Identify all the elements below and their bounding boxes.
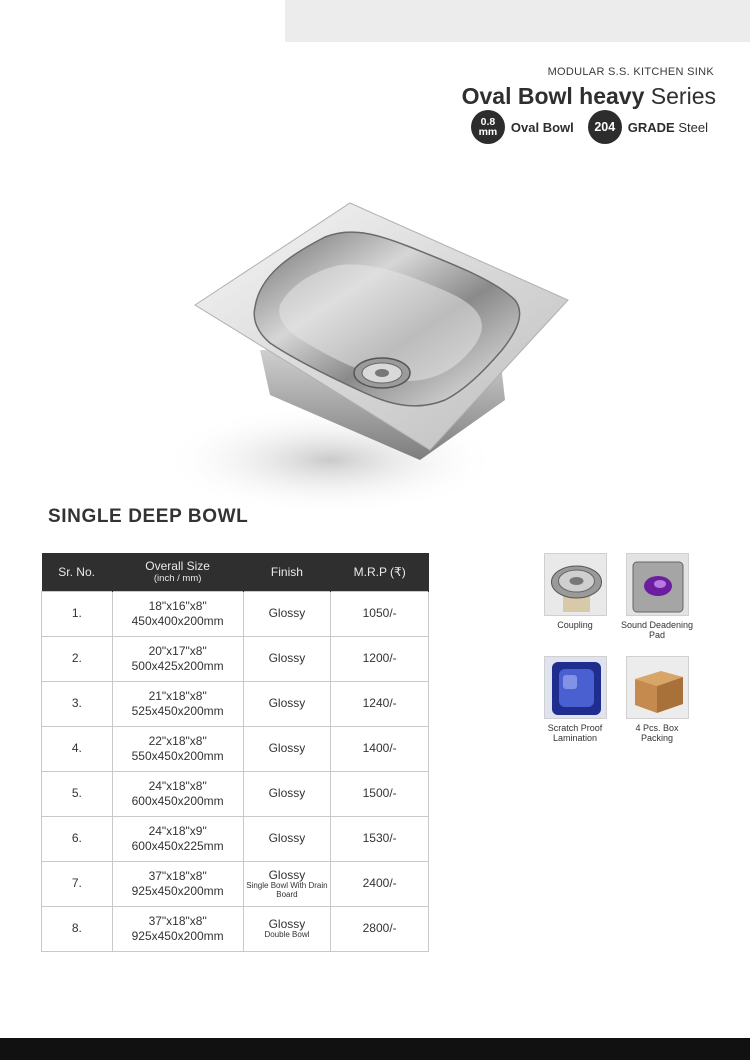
size-inch: 37"x18"x8"	[148, 868, 207, 883]
finish-value: Glossy	[268, 606, 306, 620]
size-inch: 37"x18"x8"	[148, 913, 207, 928]
cell-size	[112, 816, 243, 861]
finish-value: Glossy	[268, 741, 306, 755]
finish-note: Single Bowl With Drain Board	[246, 880, 328, 899]
feature-box	[619, 656, 695, 743]
grade-label	[628, 120, 708, 135]
finish-value: Glossy	[268, 867, 306, 882]
header-size-label: Overall Size	[145, 559, 210, 574]
sink-illustration	[150, 195, 580, 525]
header-sr: Sr. No.	[42, 553, 113, 591]
feature-lamination	[537, 656, 613, 743]
thickness-badge	[471, 110, 505, 144]
cell-finish	[243, 591, 331, 636]
grade-word: GRADE	[627, 119, 675, 135]
cell-mrp: 1050/-	[331, 591, 429, 636]
cell-size	[112, 861, 243, 906]
size-inch: 18"x16"x8"	[148, 598, 207, 613]
finish-value: Glossy	[268, 786, 306, 800]
table-header-row	[42, 553, 429, 591]
cell-mrp: 1240/-	[331, 681, 429, 726]
table-row	[42, 726, 429, 771]
cell-finish	[243, 771, 331, 816]
cell-sr: 3.	[42, 681, 113, 726]
cell-sr: 6.	[42, 816, 113, 861]
table-row	[42, 861, 429, 906]
size-mm: 450x400x200mm	[131, 613, 224, 628]
title-light: Series	[650, 83, 716, 109]
section-title: SINGLE DEEP BOWL	[48, 506, 249, 527]
size-inch: 20"x17"x8"	[148, 643, 207, 658]
steel-word: Steel	[678, 119, 708, 135]
size-mm: 600x450x225mm	[131, 838, 224, 853]
page-title	[462, 83, 716, 110]
cell-sr: 8.	[42, 906, 113, 951]
cell-size	[112, 591, 243, 636]
title-bold: Oval Bowl heavy	[461, 83, 645, 109]
cell-finish	[243, 726, 331, 771]
table-row	[42, 681, 429, 726]
coupling-icon	[544, 553, 607, 616]
finish-value: Glossy	[268, 651, 306, 665]
table-body	[42, 591, 429, 951]
header-finish: Finish	[243, 553, 331, 591]
size-mm: 600x450x200mm	[131, 793, 224, 808]
cell-size	[112, 906, 243, 951]
table-row	[42, 771, 429, 816]
feature-label: Scratch Proof Lamination	[547, 723, 603, 743]
header-size-unit: (inch / mm)	[153, 573, 202, 585]
finish-note: Double Bowl	[264, 930, 310, 939]
size-mm: 500x425x200mm	[131, 658, 224, 673]
size-inch: 21"x18"x8"	[148, 688, 207, 703]
size-mm: 550x450x200mm	[131, 748, 224, 763]
product-category: MODULAR S.S. KITCHEN SINK	[547, 66, 714, 78]
cell-sr: 1.	[42, 591, 113, 636]
finish-value: Glossy	[268, 831, 306, 845]
cell-mrp: 1200/-	[331, 636, 429, 681]
thickness-unit: mm	[478, 126, 498, 138]
cell-size	[112, 726, 243, 771]
top-decor-band	[285, 0, 750, 42]
table-row	[42, 816, 429, 861]
table-row	[42, 591, 429, 636]
size-mm: 925x450x200mm	[131, 883, 224, 898]
feature-label: Sound Deadening Pad	[620, 620, 694, 640]
cell-mrp: 1500/-	[331, 771, 429, 816]
size-inch: 24"x18"x9"	[148, 823, 207, 838]
cell-sr: 2.	[42, 636, 113, 681]
size-mm: 525x450x200mm	[131, 703, 224, 718]
bottom-decor-band	[0, 1038, 750, 1060]
box-icon	[626, 656, 689, 719]
header-size	[112, 553, 243, 591]
spec-row	[471, 110, 716, 144]
cell-mrp: 1530/-	[331, 816, 429, 861]
size-mm: 925x450x200mm	[131, 928, 224, 943]
cell-finish	[243, 861, 331, 906]
cell-finish	[243, 681, 331, 726]
size-inch: 22"x18"x8"	[148, 733, 207, 748]
header-mrp: M.R.P (₹)	[331, 553, 429, 591]
grade-badge: 204	[588, 110, 622, 144]
cell-sr: 7.	[42, 861, 113, 906]
finish-value: Glossy	[268, 917, 306, 931]
table-row	[42, 906, 429, 951]
cell-finish	[243, 636, 331, 681]
cell-size	[112, 636, 243, 681]
price-table	[41, 553, 429, 952]
thickness-value: 0.8	[480, 116, 496, 128]
bowl-type-label: Oval Bowl	[510, 119, 574, 135]
cell-sr: 5.	[42, 771, 113, 816]
feature-label: Coupling	[557, 620, 593, 630]
sink-product-image	[150, 195, 580, 525]
cell-finish	[243, 906, 331, 951]
feature-label: 4 Pcs. Box Packing	[635, 723, 679, 743]
cell-mrp: 2400/-	[331, 861, 429, 906]
feature-coupling	[537, 553, 613, 630]
cell-size	[112, 771, 243, 816]
cell-size	[112, 681, 243, 726]
sound-pad-icon	[626, 553, 689, 616]
cell-sr: 4.	[42, 726, 113, 771]
table-row	[42, 636, 429, 681]
cell-mrp: 2800/-	[331, 906, 429, 951]
feature-sound-pad	[619, 553, 695, 640]
finish-value: Glossy	[268, 696, 306, 710]
size-inch: 24"x18"x8"	[148, 778, 207, 793]
cell-finish	[243, 816, 331, 861]
cell-mrp: 1400/-	[331, 726, 429, 771]
lamination-icon	[544, 656, 607, 719]
